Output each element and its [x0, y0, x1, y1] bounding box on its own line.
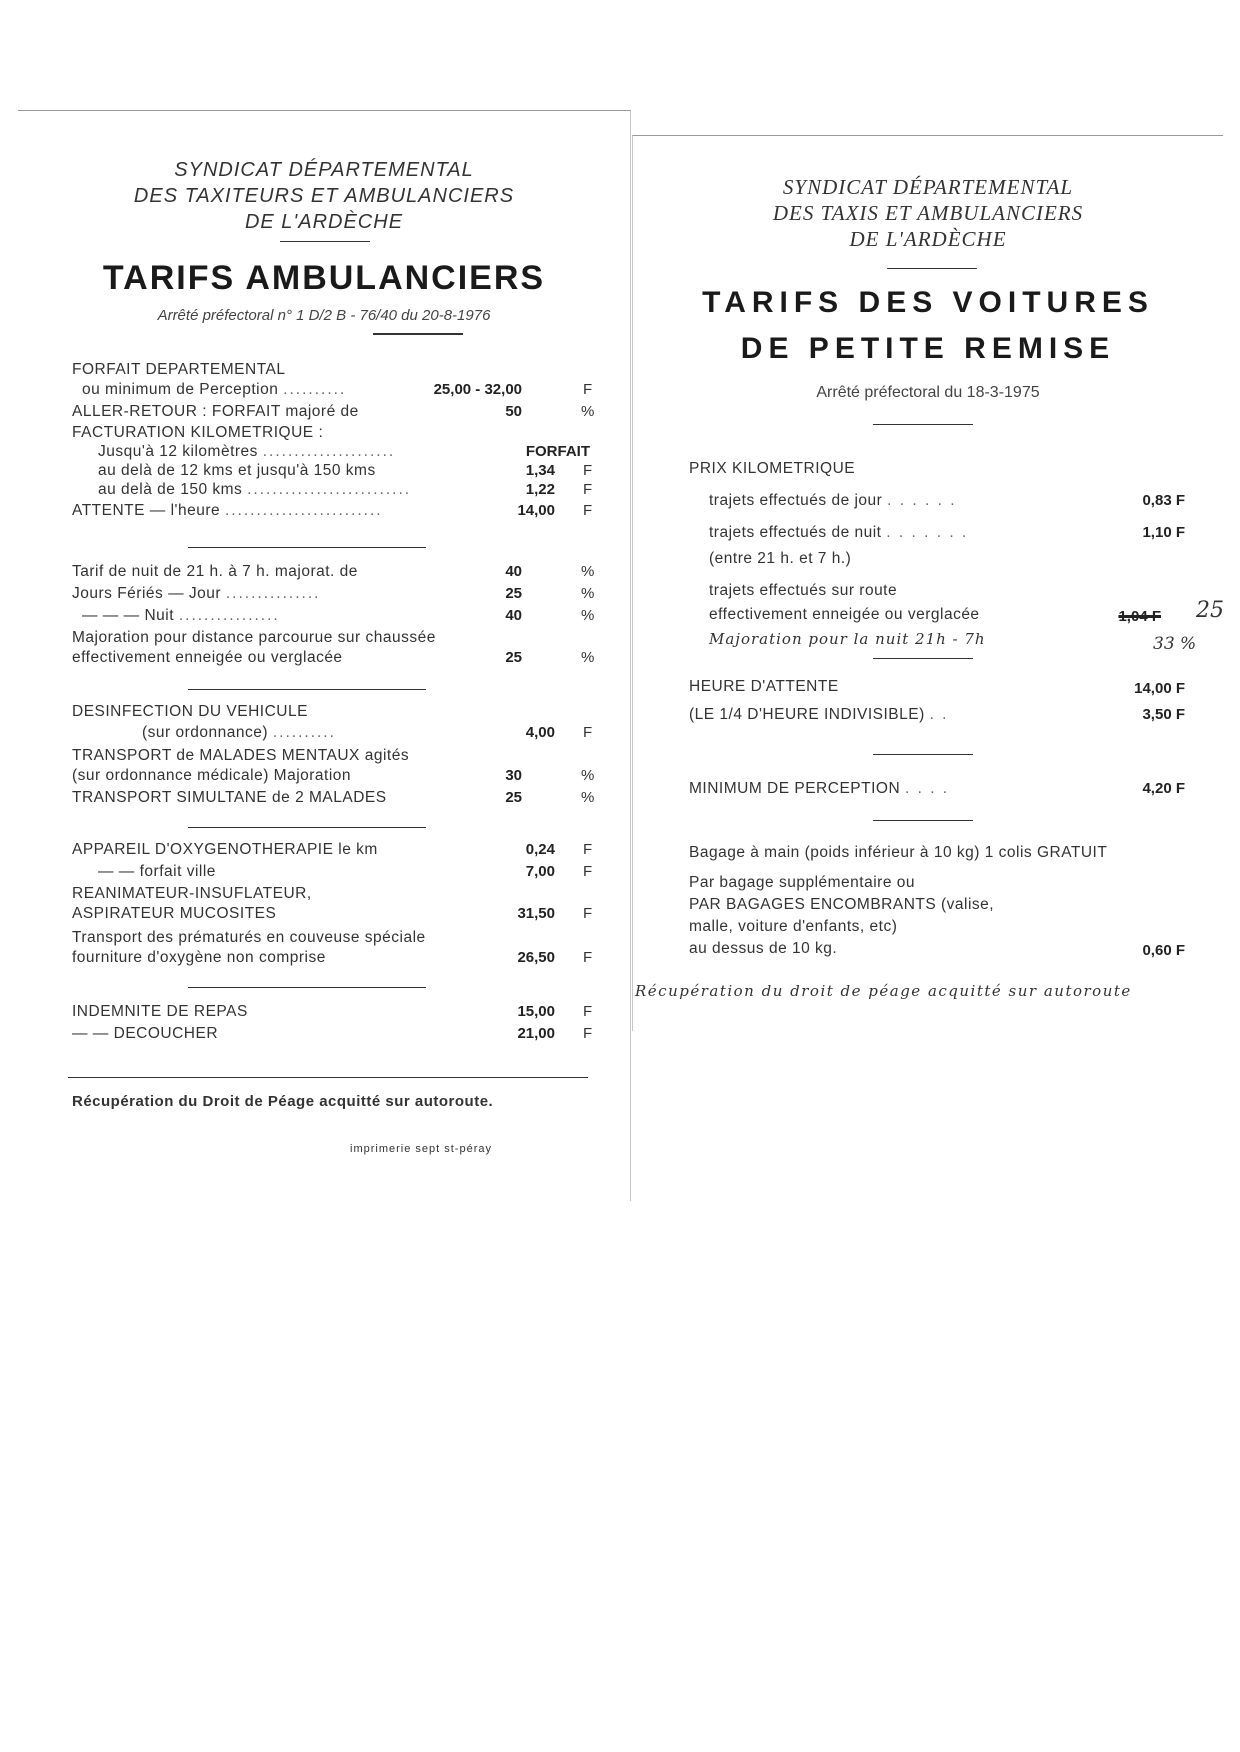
- tariff-label: MINIMUM DE PERCEPTION: [689, 780, 901, 797]
- tariff-line: Par bagage supplémentaire ou: [689, 874, 915, 891]
- section-divider: [188, 689, 426, 690]
- tariff-value: 31,50: [517, 905, 555, 922]
- toll-note: Récupération du Droit de Péage acquitté sur autoroute.: [72, 1093, 494, 1110]
- tariff-line: Tarif de nuit de 21 h. à 7 h. majorat. de: [72, 563, 358, 580]
- tariff-line: [98, 481, 411, 499]
- tariff-value: 4,20 F: [1142, 780, 1185, 797]
- tariff-line: HEURE D'ATTENTE: [689, 678, 839, 695]
- section-divider: [873, 820, 973, 821]
- tariff-line: [709, 492, 957, 510]
- tariff-value: 50: [505, 403, 522, 420]
- tariff-value: 30: [505, 767, 522, 784]
- leader-dots: . . . .: [904, 780, 950, 797]
- union-header-line-1: SYNDICAT DÉPARTEMENTAL: [782, 175, 1074, 199]
- handwritten-correction: 25: [1196, 598, 1224, 623]
- title-divider: [873, 424, 973, 425]
- tariff-label: trajets effectués de nuit: [709, 524, 882, 541]
- header-divider: [887, 268, 977, 269]
- section-divider: [188, 827, 426, 828]
- tariff-line: TRANSPORT de MALADES MENTAUX agités: [72, 747, 410, 764]
- tariff-label: ou minimum de Perception: [82, 381, 279, 398]
- tariff-label: (LE 1/4 D'HEURE INDIVISIBLE): [689, 706, 925, 723]
- section-divider: [188, 547, 426, 548]
- tariff-value: 1,22: [525, 481, 555, 498]
- title-divider: [373, 333, 463, 335]
- tariff-value: 1,10 F: [1142, 524, 1185, 541]
- unit-label: F: [583, 841, 593, 858]
- leader-dots: ..........................: [247, 481, 412, 498]
- tariff-line: au delà de 12 kms et jusqu'à 150 kms: [98, 462, 376, 479]
- handwritten-percentage: 33 %: [1153, 634, 1197, 654]
- tariff-line: effectivement enneigée ou verglacée: [709, 606, 980, 623]
- tariff-line: PAR BAGAGES ENCOMBRANTS (valise,: [689, 896, 995, 913]
- tariff-label: trajets effectués de jour: [709, 492, 883, 509]
- unit-label: F: [583, 1025, 593, 1042]
- header-divider: [280, 241, 370, 242]
- section-divider: [873, 658, 973, 659]
- repeat-dashes: — —: [72, 1025, 109, 1042]
- union-header-line-1: SYNDICAT DÉPARTEMENTAL: [174, 159, 474, 181]
- leader-dots: .........................: [224, 502, 383, 519]
- unit-label: %: [581, 767, 595, 784]
- handwritten-toll-note: Récupération du droit de péage acquitté sur autoroute: [635, 982, 1132, 1000]
- tariff-value: 21,00: [517, 1025, 555, 1042]
- tariff-line: [82, 381, 346, 399]
- repeat-dashes: — — —: [82, 607, 140, 624]
- printer-credit: imprimerie sept st-péray: [350, 1143, 492, 1155]
- arrete-reference: Arrêté préfectoral n° 1 D/2 B - 76/40 du 20-8-1976: [157, 307, 491, 324]
- unit-label: F: [583, 462, 593, 479]
- sheet-title-line-1: TARIFS DES VOITURES: [702, 286, 1154, 319]
- tariff-line: [82, 607, 280, 625]
- leader-dots: . . . . . . .: [886, 524, 969, 541]
- tariff-label: Jusqu'à 12 kilomètres: [98, 443, 258, 460]
- unit-label: %: [581, 789, 595, 806]
- tariff-value: 40: [505, 607, 522, 624]
- leader-dots: ..........: [283, 381, 347, 398]
- tariff-value: 4,00: [525, 724, 555, 741]
- tariff-line: Majoration pour distance parcourue sur chaussée: [72, 629, 436, 646]
- leader-dots: .....................: [262, 443, 396, 460]
- tariff-value: 14,00: [517, 502, 555, 519]
- tariff-value: 0,83 F: [1142, 492, 1185, 509]
- tariff-value: 40: [505, 563, 522, 580]
- unit-label: F: [583, 481, 593, 498]
- tariff-label: ATTENTE — l'heure: [72, 502, 221, 519]
- leader-dots: ..........: [272, 724, 336, 741]
- tariff-label: Nuit: [144, 607, 175, 624]
- tariff-value: 15,00: [517, 1003, 555, 1020]
- struck-tariff-value: 1,04 F: [1118, 608, 1161, 625]
- unit-label: %: [581, 607, 595, 624]
- unit-label: F: [583, 905, 593, 922]
- unit-label: F: [583, 502, 593, 519]
- tariff-line: [98, 863, 216, 881]
- repeat-dashes: — —: [98, 863, 135, 880]
- tariff-label: (sur ordonnance): [142, 724, 269, 741]
- tariff-line: [72, 585, 320, 603]
- tariff-line: Bagage à main (poids inférieur à 10 kg) 1 colis GRATUIT: [689, 844, 1108, 861]
- tariff-value: 1,34: [525, 462, 555, 479]
- tariff-line: (sur ordonnance médicale) Majoration: [72, 767, 352, 784]
- leader-dots: ...............: [225, 585, 321, 602]
- tariff-value: 14,00 F: [1134, 680, 1185, 697]
- union-header-line-2: DES TAXITEURS ET AMBULANCIERS: [133, 185, 515, 207]
- tariff-line: [689, 780, 949, 798]
- unit-label: F: [583, 381, 593, 398]
- tariff-line: INDEMNITE DE REPAS: [72, 1003, 248, 1020]
- petite-remise-tariff-sheet: [632, 135, 1223, 1031]
- union-header-line-2: DES TAXIS ET AMBULANCIERS: [772, 201, 1084, 225]
- tariff-line: [709, 524, 968, 542]
- tariff-value: FORFAIT: [525, 443, 590, 460]
- tariff-line: fourniture d'oxygène non comprise: [72, 949, 326, 966]
- unit-label: %: [581, 649, 595, 666]
- unit-label: F: [583, 949, 593, 966]
- handwritten-night-surcharge: Majoration pour la nuit 21h - 7h: [709, 630, 986, 648]
- tariff-label: Jours Fériés — Jour: [72, 585, 222, 602]
- sheet-title-line-2: DE PETITE REMISE: [740, 332, 1116, 365]
- tariff-line: ALLER-RETOUR : FORFAIT majoré de: [72, 403, 359, 420]
- tariff-value: 25: [505, 649, 522, 666]
- tariff-label: forfait ville: [139, 863, 216, 880]
- unit-label: F: [583, 863, 593, 880]
- tariff-line: FORFAIT DEPARTEMENTAL: [72, 361, 286, 378]
- unit-label: %: [581, 563, 595, 580]
- section-divider: [188, 987, 426, 988]
- tariff-line: effectivement enneigée ou verglacée: [72, 649, 343, 666]
- unit-label: F: [583, 724, 593, 741]
- tariff-line: [98, 443, 395, 461]
- union-header-line-3: DE L'ARDÈCHE: [244, 211, 404, 233]
- tariff-label: DECOUCHER: [113, 1025, 219, 1042]
- leader-dots: . .: [929, 706, 949, 723]
- tariff-value: 25: [505, 585, 522, 602]
- tariff-line: DESINFECTION DU VEHICULE: [72, 703, 308, 720]
- tariff-line: (entre 21 h. et 7 h.): [709, 550, 852, 567]
- tariff-line: [689, 706, 948, 724]
- section-divider: [873, 754, 973, 755]
- tariff-line: Transport des prématurés en couveuse spéciale: [72, 929, 426, 946]
- tariff-line: [142, 724, 336, 742]
- ambulance-tariff-sheet: [18, 110, 631, 1201]
- tariff-line: [72, 502, 383, 520]
- tariff-value: 7,00: [525, 863, 555, 880]
- sheet-title: TARIFS AMBULANCIERS: [102, 259, 546, 297]
- tariff-line: REANIMATEUR-INSUFLATEUR,: [72, 885, 312, 902]
- tariff-line: malle, voiture d'enfants, etc): [689, 918, 898, 935]
- union-header-line-3: DE L'ARDÈCHE: [849, 227, 1007, 251]
- tariff-line: FACTURATION KILOMETRIQUE :: [72, 424, 324, 441]
- leader-dots: . . . . . .: [887, 492, 957, 509]
- tariff-line: PRIX KILOMETRIQUE: [689, 460, 856, 477]
- tariff-value: 0,24: [525, 841, 555, 858]
- tariff-line: au dessus de 10 kg.: [689, 940, 838, 957]
- tariff-line: ASPIRATEUR MUCOSITES: [72, 905, 277, 922]
- footer-divider: [68, 1077, 588, 1078]
- tariff-line: APPAREIL D'OXYGENOTHERAPIE le km: [72, 841, 378, 858]
- tariff-value: 3,50 F: [1142, 706, 1185, 723]
- unit-label: F: [583, 1003, 593, 1020]
- tariff-line: [72, 1025, 218, 1043]
- tariff-line: TRANSPORT SIMULTANE de 2 MALADES: [72, 789, 387, 806]
- tariff-value: 25,00 - 32,00: [433, 381, 522, 398]
- tariff-value: 26,50: [517, 949, 555, 966]
- leader-dots: ................: [178, 607, 280, 624]
- tariff-label: au delà de 150 kms: [98, 481, 243, 498]
- unit-label: %: [581, 403, 595, 420]
- tariff-value: 25: [505, 789, 522, 806]
- arrete-reference: Arrêté préfectoral du 18-3-1975: [816, 384, 1040, 401]
- unit-label: %: [581, 585, 595, 602]
- tariff-value: 0,60 F: [1142, 942, 1185, 959]
- tariff-line: trajets effectués sur route: [709, 582, 898, 599]
